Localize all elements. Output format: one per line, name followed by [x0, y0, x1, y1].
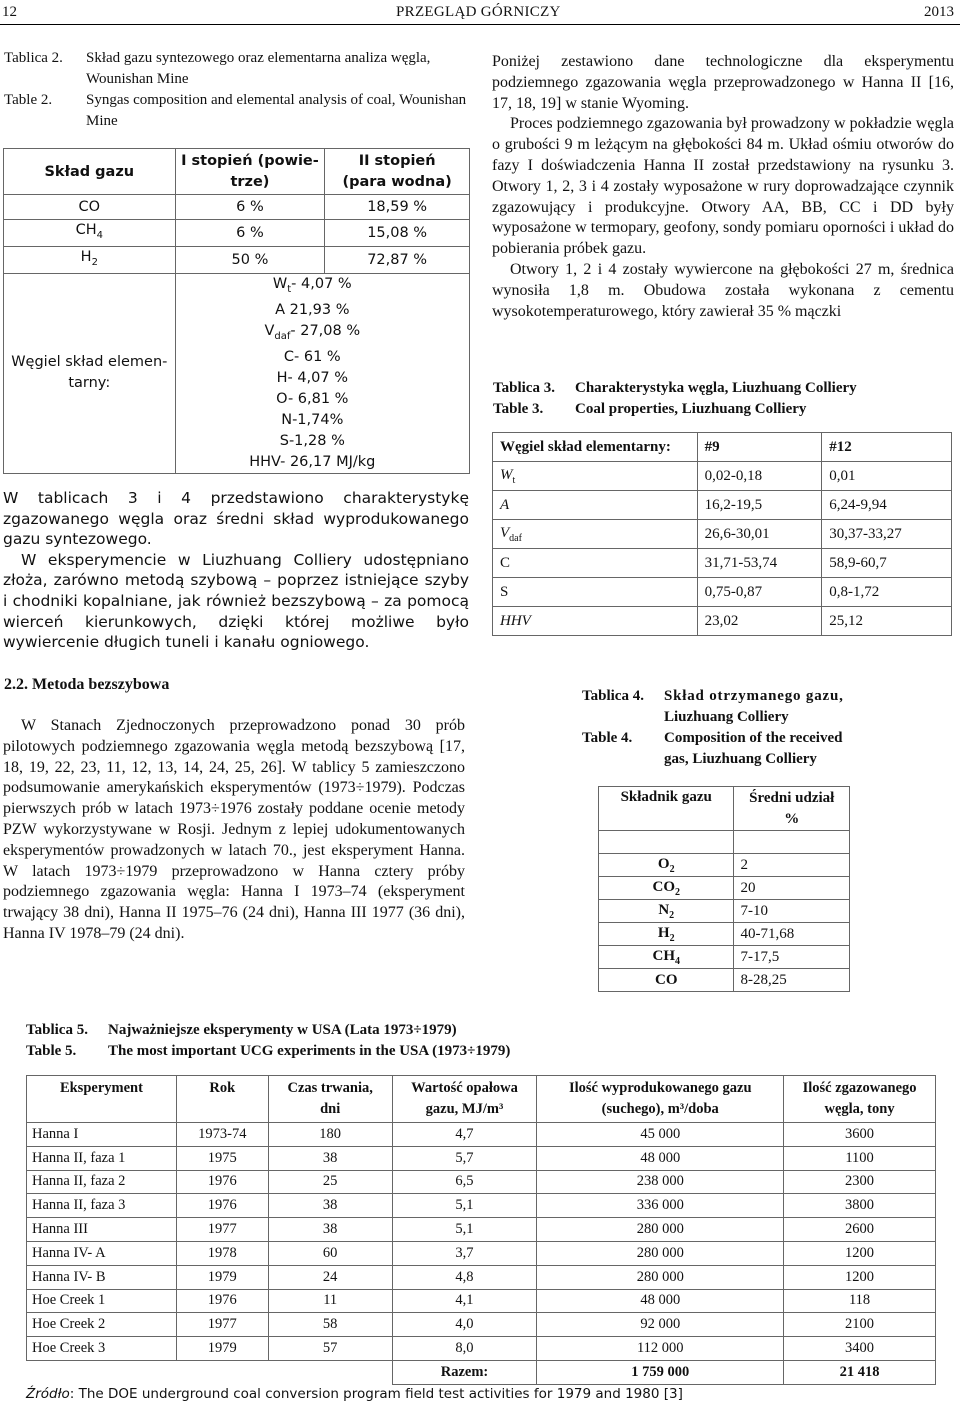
journal-title: PRZEGLĄD GÓRNICZY [396, 4, 561, 20]
coal-analysis [175, 273, 469, 473]
table-row: Hanna II, faza 2 1976 25 6,5 238 000 2300 [27, 1170, 936, 1194]
table-row: HHV 23,02 25,12 [493, 607, 952, 636]
table-row: $O_2$ 2 [599, 854, 850, 877]
journal-year: 2013 [924, 4, 954, 20]
coal-item: $W_t-$ 4,07 % [272, 275, 352, 295]
table5 [26, 1075, 936, 1385]
caption-label: Tablica 2. [4, 50, 63, 66]
table2-header-stage2: II stopień (para wodna) [325, 149, 470, 195]
right-body-text: Poniżej zestawiono dane technologiczne dla eksperymentu podziemnego zgazowania węgla przeprowadzonego w Hanna II [16, 17, 18, 19] w stanie Wyoming. Proces podziemnego zgazowania był prowadzony w pokładzie węgla o grubości 9 m leżącym na głębokości 84 m. Układ ośmiu otworów do fazy I doświadczenia Hanna II został przedstawiony na rysunku 3. Otwory 1, 2, 3 i 4 zostały wyposażone w rury doprowadzające czynnik zgazowujący i produkcyjne. Otwory AA, BB, CC i DD były wyposażone w termopary, geofony, sondy pomiaru oporności i układ do pobierania próbek gazu. Otwory 1, 2 i 4 zostały wywiercone na głębokości 27 m, średnica wynosiła 1,8 m. Obudowa została wykonana z cementu wysokotemperaturowego, który zawierał 35 % mączki [492, 53, 954, 320]
table-row: $W_t$ 0,02-0,18 0,01 [493, 462, 952, 491]
table-row: Hanna III 1977 38 5,1 280 000 2600 [27, 1218, 936, 1242]
table-row: A 16,2-19,5 6,24-9,94 [493, 491, 952, 520]
table-row: Hanna II, faza 1 1975 38 5,7 48 000 1100 [27, 1146, 936, 1170]
table-row: $N_2$ 7-10 [599, 900, 850, 923]
table-row: S 0,75-0,87 0,8-1,72 [493, 578, 952, 607]
caption-text: Syngas composition and elemental analysis of coal, Wounishan Mine [86, 92, 467, 129]
coal-item: $V_{daf}-$ 27,08 % [264, 322, 361, 342]
table4: Składnik gazu Średni udział % $O_2$ 2 $CO_2$ 20 $N_2$ 7-10 $H_2$ 40-71,68 $CH_4$ 7-17,5 CO 8-28,25 [598, 786, 850, 992]
section-body-text: W Stanach Zjednoczonych przeprowadzono ponad 30 prób pilotowych podziemnego zgazowania węgla metodą bezszybową [17, 18, 19, 22, 23, 11, 12, 13, 14, 24, 25, 26]. W tablicy 5 zamieszczono podsumowanie amerykańskich eksperymentów (1973÷1979). Podczas pierwszych prób w latach 1973÷1976 zostały poddane ocenie metody PZW wykorzystywane w Rosji. Jednym z lepiej udokumentowanych eksperymentów prowadzonych w latach 70., jest eksperyment Hanna. W latach 1973÷1979 przeprowadzono w Hanna cztery próby podziemnego zgazowania węgla: Hanna I 1973–74 (eksperyment trwający 38 dni), Hanna II 1975–76 (24 dni), Hanna III 1977 (36 dni), Hanna IV 1978–79 (24 dni). [3, 717, 465, 942]
table3: Węgiel skład elementarny: #9 #12 $W_t$ 0,02-0,18 0,01 A 16,2-19,5 6,24-9,94 $V_{daf}$ 26,6-30,01 30,37-33,27 C 31,71-53,74 58,9-60,7 S 0,75-0,87 0,8-1,72 HHV 23,02 25,12 [492, 432, 952, 636]
table-row: CO 6 % 18,59 % [4, 195, 470, 220]
coal-item: C- 61 % [283, 348, 341, 365]
left-body-text: W tablicach 3 i 4 przedstawiono charakterystykę zgazowanego węgla oraz średni skład wyprodukowanego gazu syntezowego. W eksperymencie w Liuzhuang Colliery udostępniano złoża, zarówno metodą szybową – poprzez istniejące szyby i chodniki kopalniane, jak również bezszybową – za pomocą wierceń kierunkowych, dzięki której możliwe było wywiercenie długich tuneli i kanału ogniowego. [3, 489, 469, 652]
table-row: $V_{daf}$ 26,6-30,01 30,37-33,27 [493, 520, 952, 549]
table5-total-row: Razem: 1 759 000 21 418 [27, 1360, 936, 1384]
table2-header-stage1: I stopień (powie- trze) [175, 149, 325, 195]
table-row: $CH_4$ 6 % 15,08 % [4, 220, 470, 247]
section-heading: 2.2. Metoda bezszybowa [4, 676, 170, 693]
table-row: $H_2$ 50 % 72,87 % [4, 246, 470, 273]
table-row: $CH_4$ 7-17,5 [599, 946, 850, 969]
coal-item: HHV- 26,17 MJ/kg [249, 453, 376, 470]
caption-text: Skład gazu syntezowego oraz elementarna analiza węgla, Wounishan Mine [86, 50, 431, 87]
table-row: Hoe Creek 2 1977 58 4,0 92 000 2100 [27, 1313, 936, 1337]
page-header [0, 2, 960, 25]
table-row: C 31,71-53,74 58,9-60,7 [493, 549, 952, 578]
table-row: Hanna II, faza 3 1976 38 5,1 336 000 3800 [27, 1194, 936, 1218]
table5-header-row: Eksperyment Rok Czas trwania, dni Wartość opałowa gazu, MJ/m³ Ilość wyprodukowanego gazu (suchego), m³/doba Ilość zgazowanego węgla, tony [27, 1076, 936, 1123]
table-row [4, 273, 470, 473]
table3-header: Węgiel skład elementarny: [493, 433, 698, 462]
page-number: 12 [2, 4, 17, 20]
table5-source: Źródło: The DOE underground coal conversion program field test activities for 1979 and 1980 [3] [26, 1386, 683, 1402]
coal-item: O- 6,81 % [276, 390, 349, 407]
table-row: Hoe Creek 3 1979 57 8,0 112 000 3400 [27, 1337, 936, 1361]
coal-label: Węgiel skład elemen- tarny: [4, 273, 176, 473]
coal-item: H- 4,07 % [276, 369, 348, 386]
table-row: Hanna I 1973-74 180 4,7 45 000 3600 [27, 1123, 936, 1147]
table4-caption: Tablica 4. Skład otrzymanego gazu, Liuzhuang Colliery Table 4. Composition of the received gas, Liuzhuang Colliery [582, 688, 844, 767]
table-row: $H_2$ 40-71,68 [599, 923, 850, 946]
table3-caption: Tablica 3. Charakterystyka węgla, Liuzhuang Colliery Table 3. Coal properties, Liuzhuang Colliery [493, 380, 857, 417]
coal-item: S-1,28 % [279, 432, 345, 449]
table2 [3, 148, 470, 474]
caption-label: Table 2. [4, 92, 53, 108]
table2-header-gas: Skład gazu [4, 149, 176, 195]
table2-caption [4, 48, 470, 132]
table-row: $CO_2$ 20 [599, 877, 850, 900]
table-row: CO 8-28,25 [599, 969, 850, 992]
coal-item: A 21,93 % [275, 301, 350, 318]
coal-item: N-1,74% [281, 411, 344, 428]
table5-caption: Tablica 5. Najważniejsze eksperymenty w USA (Lata 1973÷1979) Table 5. The most important UCG experiments in the USA (1973÷1979) [26, 1022, 511, 1059]
table-row: Hanna IV- B 1979 24 4,8 280 000 1200 [27, 1265, 936, 1289]
table-row: Hoe Creek 1 1976 11 4,1 48 000 118 [27, 1289, 936, 1313]
table-row: Hanna IV- A 1978 60 3,7 280 000 1200 [27, 1241, 936, 1265]
